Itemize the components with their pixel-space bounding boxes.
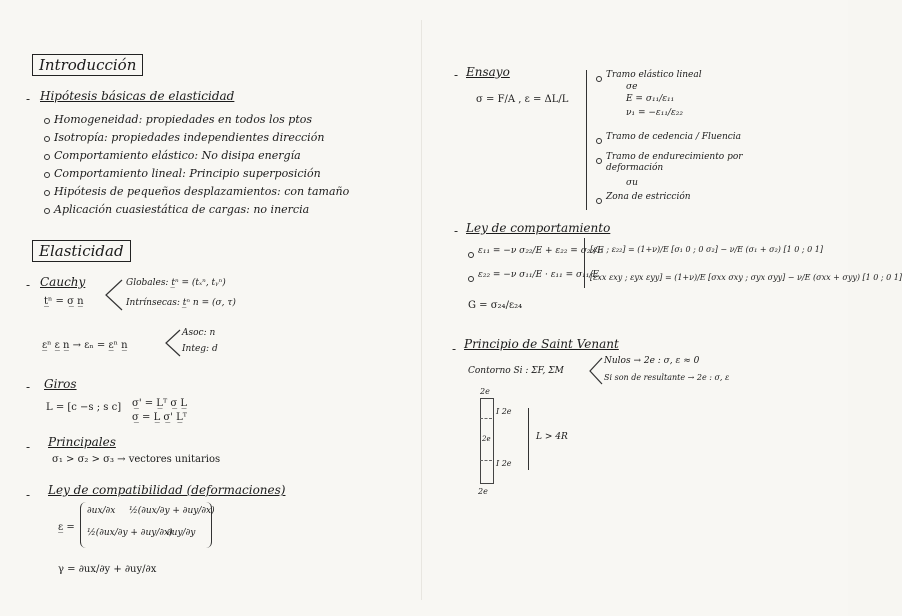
- ensayo-item: Zona de estricción: [606, 192, 691, 202]
- angle-bracket-icon: [104, 278, 124, 312]
- ensayo-item: σe: [626, 82, 638, 92]
- sv-mark: 2e: [482, 435, 491, 443]
- dash-marker: -: [26, 278, 31, 292]
- dash-marker: -: [454, 68, 459, 82]
- hipotesis-item: Hipótesis de pequeños desplazamientos: con tamaño: [54, 185, 350, 198]
- dash-marker: -: [454, 224, 459, 238]
- cauchy-intrinseca: Intrínsecas: t̲ⁿ n = (σ, τ): [126, 298, 236, 308]
- ensayo-item: Tramo de cedencia / Fluencia: [606, 132, 742, 142]
- compat-matrix: [80, 502, 215, 548]
- ley-equation: ε₁₁ = −ν σ₂₂/E + ε₂₂ = σ₂₂/E: [478, 246, 604, 256]
- ley-matrix-eq: [εxx εxy ; εyx εyy] = (1+ν)/E [σxx σxy ; σyx σyy] − ν/E (σxx + σyy) [1 0 ; 0 1]: [590, 273, 902, 282]
- hipotesis-item: Homogeneidad: propiedades en todos los ptos: [54, 113, 313, 126]
- ensayo-brace: [586, 70, 587, 210]
- section-title-introduccion: Introducción: [32, 54, 143, 76]
- angle-bracket-icon: [588, 356, 604, 386]
- strain-equation: ε̲ⁿ ε̲ n̲ → εₙ = ε̲ⁿ n̲: [42, 340, 128, 351]
- dash-marker: -: [26, 92, 31, 106]
- dash-marker: -: [452, 342, 457, 356]
- ensayo-item: σu: [626, 178, 638, 188]
- bullet-icon: [596, 76, 602, 82]
- sv-section-line: [480, 418, 492, 419]
- sv-mark: I 2e: [496, 407, 512, 416]
- ensayo-item: Tramo de endurecimiento por deformación: [606, 152, 743, 173]
- bullet-icon: [596, 158, 602, 164]
- dash-marker: -: [26, 440, 31, 454]
- giros-eq2: σ̲ = L̲ σ̲' L̲ᵀ: [132, 412, 187, 423]
- ley-brace: [584, 238, 585, 288]
- bullet-icon: [44, 190, 50, 196]
- sv-contorno: Contorno Si : ΣF, ΣM: [468, 366, 564, 376]
- bullet-icon: [44, 136, 50, 142]
- compat-eps-label: ε̲ =: [58, 522, 75, 533]
- page-fold-divider: [421, 20, 422, 600]
- giros-eq1: σ̲' = L̲ᵀ σ̲ L̲: [132, 398, 187, 409]
- hipotesis-item: Isotropía: propiedades independientes dirección: [54, 131, 325, 144]
- compat-cell: ∂ux/∂x: [87, 506, 116, 516]
- compat-cell: ∂uy/∂y: [167, 528, 196, 538]
- cauchy-equation: t̲ⁿ = σ̲ n̲: [44, 296, 84, 307]
- ensayo-item: ν₁ = −ε₁₁/ε₂₂: [626, 108, 684, 118]
- giros-heading: Giros: [44, 377, 77, 391]
- cauchy-global: Globales: t̲ⁿ = (tₓⁿ, tᵧⁿ): [126, 278, 226, 288]
- g-equation: G = σ₂₄/ε₂₄: [468, 300, 523, 311]
- section-title-elasticidad: Elasticidad: [32, 240, 131, 262]
- sv-brace: [528, 408, 529, 470]
- sv-dim-bottom: 2e: [478, 487, 488, 496]
- principales-heading: Principales: [48, 435, 116, 449]
- giros-matrix: L = [c −s ; s c]: [46, 402, 122, 413]
- strain-integ: Integ: d: [182, 344, 218, 354]
- ensayo-item: Tramo elástico lineal: [606, 70, 702, 80]
- bullet-icon: [468, 252, 474, 258]
- strain-asoc: Asoc: n: [182, 328, 216, 338]
- hipotesis-item: Comportamiento elástico: No disipa energía: [54, 149, 301, 162]
- compat-heading: Ley de compatibilidad (deformaciones): [48, 483, 286, 497]
- sv-resultantes: Si son de resultante → 2e : σ, ε: [604, 373, 730, 382]
- sv-dim-top: 2e: [480, 387, 490, 396]
- sv-nulos: Nulos → 2e : σ, ε ≈ 0: [604, 356, 700, 366]
- hipotesis-item: Comportamiento lineal: Principio superposición: [54, 167, 321, 180]
- cauchy-heading: Cauchy: [40, 275, 86, 289]
- bullet-icon: [468, 276, 474, 282]
- gamma-equation: γ = ∂ux/∂y + ∂uy/∂x: [58, 564, 157, 575]
- dash-marker: -: [26, 380, 31, 394]
- ensayo-item: E = σ₁₁/ε₁₁: [626, 94, 675, 104]
- hipotesis-heading: Hipótesis básicas de elasticidad: [40, 89, 235, 103]
- ley-equation: ε₂₂ = −ν σ₁₁/E · ε₁₁ = σ₁₁/E: [478, 270, 599, 280]
- sv-section-line: [480, 460, 492, 461]
- bullet-icon: [44, 118, 50, 124]
- sv-mark: I 2e: [496, 459, 512, 468]
- compat-cell: ½(∂ux/∂y + ∂uy/∂x): [87, 528, 173, 538]
- bullet-icon: [44, 154, 50, 160]
- ley-matrix-eq: [ε₁₁ ; ε₂₂] = (1+ν)/E [σ₁ 0 ; 0 σ₂] − ν/E (σ₁ + σ₂) [1 0 ; 0 1]: [590, 245, 823, 254]
- bullet-icon: [596, 198, 602, 204]
- ensayo-equation: σ = F/A , ε = ΔL/L: [476, 94, 569, 105]
- saint-venant-heading: Principio de Saint Venant: [464, 337, 619, 351]
- ensayo-heading: Ensayo: [466, 65, 510, 79]
- ley-heading: Ley de comportamiento: [466, 221, 611, 235]
- compat-cell: ½(∂ux/∂y + ∂uy/∂x): [129, 506, 215, 516]
- hipotesis-item: Aplicación cuasiestática de cargas: no inercia: [54, 203, 310, 216]
- bullet-icon: [44, 172, 50, 178]
- sv-note: L > 4R: [536, 432, 568, 442]
- dash-marker: -: [26, 488, 31, 502]
- principales-equation: σ₁ > σ₂ > σ₃ → vectores unitarios: [52, 454, 221, 465]
- angle-bracket-icon: [164, 328, 182, 358]
- bullet-icon: [596, 138, 602, 144]
- bullet-icon: [44, 208, 50, 214]
